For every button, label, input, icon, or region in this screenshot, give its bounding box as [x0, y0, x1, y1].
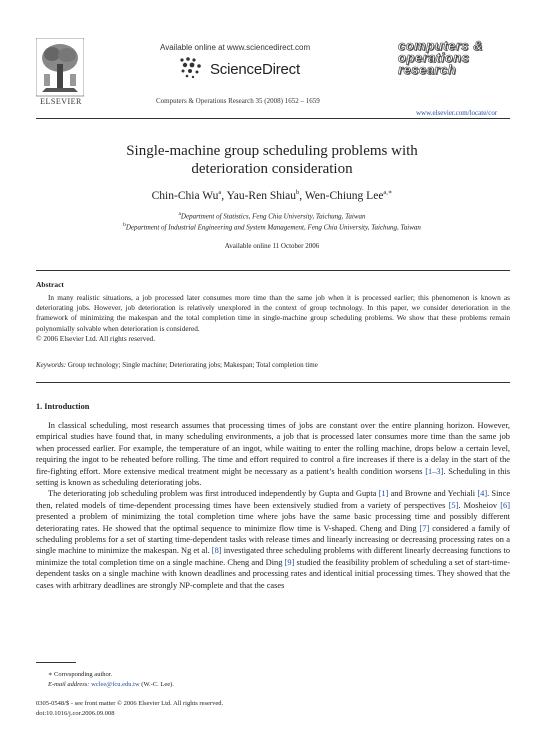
- doi-line[interactable]: doi:10.1016/j.cor.2006.09.008: [36, 710, 115, 717]
- affiliation-mark: a: [178, 211, 181, 217]
- section-heading-introduction: 1. Introduction: [36, 402, 90, 411]
- email-owner: (W.-C. Lee).: [141, 681, 174, 688]
- journal-title-line-2: operations: [398, 50, 470, 65]
- journal-url-link[interactable]: www.elsevier.com/locate/cor: [416, 109, 498, 117]
- online-availability[interactable]: Available online at www.sciencedirect.com: [160, 43, 311, 52]
- affiliation-text: Department of Statistics, Feng Chia University, Taichung, Taiwan: [180, 212, 366, 221]
- sciencedirect-logo-text: ScienceDirect: [210, 61, 300, 78]
- elsevier-tree-logo: [36, 38, 84, 104]
- publisher-name: ELSEVIER: [40, 97, 82, 106]
- paragraph-text: . Mosheiov: [458, 500, 498, 510]
- author-name: Yau-Ren Shiau: [226, 189, 297, 202]
- citation-link[interactable]: [6]: [500, 500, 510, 510]
- title-line-1: Single-machine group scheduling problems with: [126, 143, 418, 159]
- sciencedirect-dots-icon: [178, 56, 206, 80]
- introduction-paragraph-1: [36, 420, 510, 488]
- author-name: Wen-Chiung Lee: [304, 189, 384, 202]
- keywords: [36, 361, 318, 369]
- affiliation-b: [60, 222, 484, 231]
- introduction-body: [36, 420, 510, 591]
- paragraph-text: In classical scheduling, most research assumes that processing times of jobs are constant over the entire planning horizon. However, empirical studies have found that, in many scheduling environments, a job that is processed later consumes more time than the same job when processed earlier. For example, the temperature of an ingot, while waiting to enter the rolling machine, drops below a certain level, requiring the ingot to be reheated before rolling. The time and effort required to control a fire increases if there is a delay in the start of the fire-fighting effort. More extensive medical treatment might be necessary as a patient’s health condition worsens: [36, 421, 510, 476]
- available-online-date: Available online 11 October 2006: [224, 242, 320, 250]
- corresponding-author-note: ∗ Corresponding author.: [48, 671, 113, 678]
- author-affiliation-mark: a: [218, 189, 222, 196]
- journal-masthead: [398, 40, 510, 76]
- citation-link[interactable]: [1]: [378, 489, 389, 499]
- citation-link[interactable]: [8]: [211, 546, 222, 556]
- paragraph-text: . Scheduling in this setting is known as scheduling deteriorating jobs.: [36, 466, 510, 488]
- abstract-text: In many realistic situations, a job processed later consumes more time than the same job when it is processed earlier; this phenomenon is known as deteriorating jobs. However, job deterioration is relatively unexplored in the context of group technology. In this paper, we consider deterioration in the framework of minimizing the makespan and the total completion time in single-machine group scheduling problems. We show that these problems remain polynomially solvable when deterioration is considered.: [36, 293, 510, 333]
- citation-link[interactable]: [1–3]: [425, 466, 444, 476]
- journal-title-line-1: computers &: [398, 38, 483, 53]
- citation-link[interactable]: [9]: [284, 557, 295, 567]
- affiliation-a: [60, 211, 484, 220]
- author-affiliation-mark: b: [296, 189, 300, 196]
- title-line-2: deterioration consideration: [191, 161, 353, 177]
- paragraph-text: considered a family of scheduling problems for a set of starting time-dependent tasks with release times and linearly increasing or decreasing processing rates on a single machine to minimize the makespan. Ng et al.: [36, 523, 510, 556]
- affiliation-mark: b: [123, 222, 126, 228]
- issn-line: 0305-0548/$ - see front matter © 2006 Elsevier Ltd. All rights reserved.: [36, 700, 224, 707]
- affiliation-text: Department of Industrial Engineering and System Management, Feng Chia University, Taichung, Taiwan: [125, 223, 421, 232]
- paragraph-text: and Browne and Yechiali: [390, 489, 476, 499]
- copyright-line: © 2006 Elsevier Ltd. All rights reserved.: [36, 333, 156, 343]
- header-rule: [36, 118, 510, 119]
- journal-title-line-3: research: [398, 62, 457, 77]
- author-list: Chin-Chia Wu$^a$, Yau-Ren Shiau$^b$, Wen-Chiung Lee$^{a,∗}$: [151, 189, 393, 202]
- citation-link[interactable]: [7]: [419, 523, 430, 533]
- paper-title: [60, 142, 484, 178]
- author-affiliation-mark[interactable]: a,∗: [383, 189, 393, 196]
- keywords-list: Group technology; Single machine; Deteriorating jobs; Makespan; Total completion time: [67, 361, 318, 369]
- email-link[interactable]: wclee@fcu.edu.tw: [91, 681, 140, 688]
- abstract-bottom-rule: [36, 382, 510, 383]
- abstract-heading: Abstract: [36, 280, 64, 289]
- paragraph-text: . Since then, related models of time-dependent processing times have been extensively studied from a variety of perspectives: [36, 489, 511, 510]
- footnote-rule: [36, 662, 76, 663]
- email-label: E-mail address:: [48, 681, 90, 688]
- abstract-top-rule: [36, 270, 510, 271]
- journal-reference: Computers & Operations Research 35 (2008) 1652 – 1659: [156, 97, 320, 105]
- email-footnote: [48, 681, 174, 688]
- author-name: Chin-Chia Wu: [151, 189, 219, 202]
- introduction-paragraph-2: [36, 488, 510, 591]
- abstract-body: [36, 293, 510, 344]
- paragraph-text: studied the feasibility problem of scheduling a set of start-time-dependent tasks on a single machine with known deadlines and processing rates and identical initial processing times. They showed that the cases with arbitrary deadlines are strongly NP-complete and that the cases: [36, 557, 510, 590]
- paragraph-text: presented a problem of minimizing the total completion time where jobs have the same basic processing time and possibly different deteriorating rates. He showed that the optimal sequence to minimize flow time is V-shaped. Cheng and Ding: [36, 512, 510, 533]
- citation-link[interactable]: [4]: [477, 489, 488, 499]
- keywords-label: Keywords:: [36, 361, 67, 369]
- paragraph-text: investigated three scheduling problems with different linearly decreasing functions to minimize the total completion time on a single machine. Cheng and Ding: [36, 546, 511, 567]
- citation-link[interactable]: [5]: [448, 500, 459, 510]
- paragraph-text: The deteriorating job scheduling problem was first introduced independently by Gupta and Gupta: [48, 489, 377, 499]
